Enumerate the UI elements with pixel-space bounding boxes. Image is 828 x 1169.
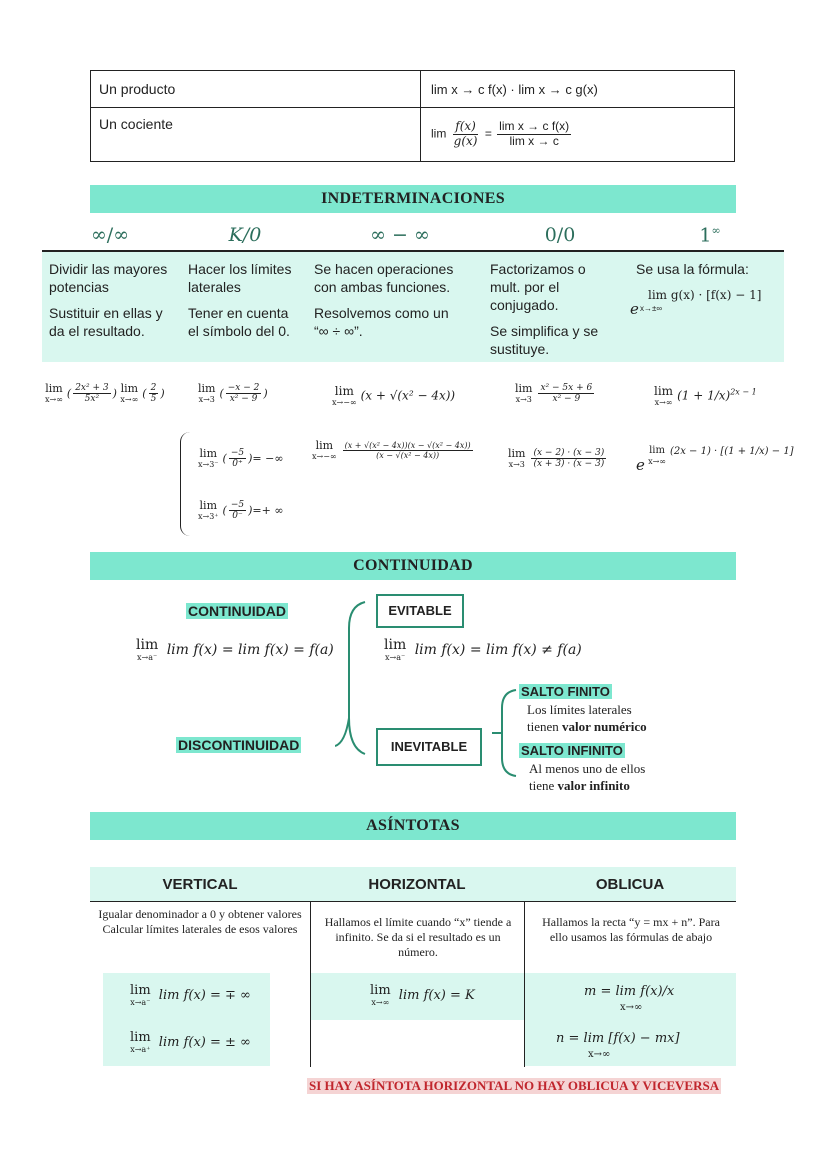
ex4-lim: lim bbox=[515, 382, 533, 396]
ex2a-den: 0⁺ bbox=[232, 459, 243, 470]
evitable-formula: lim x→a⁻ lim f(x) = lim f(x) ≠ f(a) bbox=[384, 637, 582, 662]
salto-finito-title: SALTO FINITO bbox=[521, 684, 610, 699]
sf-line1: Los límites laterales bbox=[527, 702, 632, 717]
sf-line2 bbox=[527, 718, 647, 735]
ex1b-lim: lim bbox=[120, 382, 139, 396]
ex5-exp: 2x − 1 bbox=[730, 387, 757, 397]
symbol-0-over-0: 0/0 bbox=[544, 224, 576, 246]
ex4-sub: x→3 bbox=[515, 395, 532, 405]
indet-col-1 bbox=[49, 260, 179, 340]
ex2b-den: 0⁻ bbox=[232, 511, 243, 522]
quotient-rhs bbox=[497, 120, 571, 149]
example-2a: lim x→3⁻ ( $\frac{-5}{0^+}$ )= −∞ bbox=[198, 447, 284, 470]
product-formula bbox=[421, 71, 735, 108]
evit-formula-text: lim f(x) = lim f(x) ≠ f(a) bbox=[414, 642, 582, 658]
e-exponent: lim g(x) · [f(x) − 1] bbox=[648, 288, 762, 302]
e-exponent-sub: x→±∞ bbox=[640, 304, 663, 313]
evit-sub-left: x→a⁻ bbox=[385, 653, 406, 662]
oblicua-m bbox=[584, 984, 674, 1014]
horizontal-formula: lim x→∞ lim f(x) = K bbox=[370, 983, 475, 1007]
example-5b bbox=[636, 444, 794, 474]
ex4-num: x² − 5x + 6 bbox=[540, 383, 593, 393]
symbol-inf-over-inf: ∞/∞ bbox=[90, 224, 130, 246]
indet-col-3-p2: Resolvemos como un “∞ ÷ ∞”. bbox=[314, 305, 449, 339]
quotient-lhs-den: g(x) bbox=[453, 134, 478, 148]
quotient-rhs-den: lim x → c bbox=[509, 134, 559, 148]
example-1: lim x→∞ ( $\frac{\text{2x² + 3}}{\text{5x²}}$ ) lim x→∞ ( $\frac{2}{5}$ ) bbox=[45, 382, 165, 405]
ex4b-sub: x→3 bbox=[508, 460, 525, 470]
ex1a-num: 2x² + 3 bbox=[75, 383, 109, 393]
indet-col-5-p1: Se usa la fórmula: bbox=[636, 261, 749, 277]
example-3: lim x→−∞ (x + √(x² − 4x)) bbox=[332, 384, 456, 407]
indet-col-3-p1: Se hacen operaciones con ambas funciones. bbox=[314, 261, 454, 295]
ex2b-sub: x→3⁺ bbox=[198, 512, 219, 522]
ex1b-sub: x→∞ bbox=[120, 395, 139, 405]
asintotas-header: ASÍNTOTAS bbox=[90, 812, 736, 840]
ex2a-sub: x→3⁻ bbox=[198, 460, 219, 470]
continuidad-header: CONTINUIDAD bbox=[90, 552, 736, 580]
ex3-body: x + √(x² − 4x) bbox=[365, 388, 451, 403]
vf2-text: lim f(x) = ± ∞ bbox=[158, 1035, 251, 1050]
ex2a-lim: lim bbox=[199, 447, 217, 461]
discontinuidad-label-text: DISCONTINUIDAD bbox=[178, 737, 300, 753]
product-label: Un producto bbox=[91, 71, 421, 108]
salto-infinito-title: SALTO INFINITO bbox=[521, 743, 623, 758]
indet-col-2-p2: Tener en cuenta el símbolo del 0. bbox=[188, 305, 290, 339]
ex3b-lim: lim bbox=[315, 439, 334, 452]
si-line2a: tiene bbox=[529, 778, 558, 793]
example-4 bbox=[515, 383, 596, 405]
ex2b-num: −5 bbox=[230, 500, 245, 510]
symbol-inf-minus-inf: ∞ − ∞ bbox=[370, 224, 430, 246]
vertical-header: VERTICAL bbox=[162, 876, 238, 893]
quotient-lhs bbox=[452, 120, 480, 149]
vertical-text: Igualar denominador a 0 y obtener valores Calcular límites laterales de esos valores bbox=[98, 907, 302, 936]
oblicua-text: Hallamos la recta “y = mx + n”. Para ello usamos las fórmulas de abajo bbox=[542, 915, 720, 944]
ex2-lim: lim bbox=[198, 382, 216, 396]
ex3-lim: lim bbox=[334, 384, 354, 398]
salto-finito-desc bbox=[527, 701, 647, 735]
oblicua-header: OBLICUA bbox=[595, 876, 665, 893]
quotient-formula: lim $\frac{f(x)}{g(x)}$ = $\frac{\text{lim x → c f(x)}}{\text{lim x → c}}$ bbox=[421, 108, 735, 162]
ex1a-den: 5x² bbox=[84, 394, 100, 405]
ex2b-lim: lim bbox=[199, 499, 217, 513]
ex3-sub: x→−∞ bbox=[332, 398, 357, 407]
asintotas-footer: SI HAY ASÍNTOTA HORIZONTAL NO HAY OBLICUA Y VICEVERSA bbox=[309, 1078, 720, 1093]
om-sub: x→∞ bbox=[620, 1002, 643, 1013]
sf-line2a: tienen bbox=[527, 719, 563, 734]
cont-formula-text: lim f(x) = lim f(x) = f(a) bbox=[166, 642, 334, 658]
salto-infinito-desc bbox=[529, 760, 645, 794]
on-sub: x→∞ bbox=[588, 1049, 611, 1060]
ex2-sub: x→3 bbox=[198, 395, 215, 405]
ex1b-den: 5 bbox=[150, 394, 157, 405]
ex5-body: 1 + 1/x bbox=[681, 388, 726, 403]
ex2a-num: −5 bbox=[230, 448, 245, 458]
limits-properties-table bbox=[90, 70, 735, 162]
salto-brace bbox=[488, 688, 518, 778]
evitable-box: EVITABLE bbox=[376, 594, 464, 628]
hf-text: lim f(x) = K bbox=[398, 988, 475, 1003]
quotient-label: Un cociente bbox=[91, 108, 421, 162]
ex2-num: −x − 2 bbox=[227, 383, 260, 393]
cont-sub-left: x→a⁻ bbox=[137, 653, 158, 662]
ex2-den: x² − 9 bbox=[229, 394, 258, 405]
ex3b-sub: x→−∞ bbox=[312, 452, 337, 461]
vertical-formula-1: lim x→a⁻ lim f(x) = ∓ ∞ bbox=[130, 983, 251, 1007]
hf-sub: x→∞ bbox=[371, 998, 390, 1007]
ex3b-num: (x + √(x² − 4x))(x − √(x² − 4x)) bbox=[344, 440, 471, 450]
ex1a-sub: x→∞ bbox=[45, 395, 63, 405]
ex4b-den: (x + 3) · (x − 3) bbox=[533, 459, 605, 470]
indet-col-2 bbox=[188, 260, 303, 340]
ex4b-num: (x − 2) · (x − 3) bbox=[533, 448, 605, 458]
si-line2b: valor infinito bbox=[557, 778, 630, 793]
indeterminaciones-header: INDETERMINACIONES bbox=[90, 185, 736, 213]
ex4b-lim: lim bbox=[508, 447, 526, 461]
ex5b-lim: lim bbox=[649, 444, 665, 456]
indet-col-5-formula bbox=[630, 278, 786, 318]
indet-col-2-p1: Hacer los límites laterales bbox=[188, 261, 292, 295]
indet-col-4-p1: Factorizamos o mult. por el conjugado. bbox=[490, 261, 586, 313]
ex5b-sub: x→∞ bbox=[648, 456, 666, 466]
indet-col-4 bbox=[490, 260, 610, 358]
indet-col-1-p1: Dividir las mayores potencias bbox=[49, 261, 168, 295]
symbol-1-base: 1 bbox=[699, 224, 712, 247]
ex4-den: x² − 9 bbox=[552, 394, 581, 405]
example-5: lim x→∞ $(1 + 1/x)^{2x - 1}$ bbox=[654, 384, 757, 407]
ex5-sub: x→∞ bbox=[654, 398, 673, 407]
si-line2 bbox=[529, 777, 645, 794]
discontinuidad-label bbox=[176, 737, 301, 753]
quotient-lhs-num: f(x) bbox=[455, 119, 476, 134]
brace-left bbox=[180, 432, 191, 536]
continuidad-label-text: CONTINUIDAD bbox=[188, 603, 286, 619]
vf2-sub: x→a⁺ bbox=[130, 1045, 151, 1054]
ex3b-den: (x − √(x² − 4x)) bbox=[376, 451, 440, 460]
indet-col-1-p2: Sustituir en ellas y da el resultado. bbox=[49, 305, 163, 339]
ex2a-res: = −∞ bbox=[252, 451, 284, 465]
ex5b-body: (2x − 1) · [(1 + 1/x) − 1] bbox=[669, 446, 794, 457]
ex1b-num: 2 bbox=[150, 383, 157, 393]
ex5-lim: lim bbox=[654, 384, 674, 398]
continuidad-brace bbox=[335, 598, 375, 758]
on-text: n = lim [f(x) − mx] bbox=[556, 1031, 680, 1046]
quotient-rhs-num: lim x → c f(x) bbox=[499, 119, 570, 134]
vf1-text: lim f(x) = ∓ ∞ bbox=[158, 988, 251, 1003]
sf-line2b: valor numérico bbox=[562, 719, 647, 734]
product-formula-text: lim x → c f(x) · lim x → c g(x) bbox=[431, 82, 598, 97]
symbol-1-pow-inf bbox=[680, 224, 740, 246]
continuidad-label bbox=[186, 603, 288, 619]
example-4b bbox=[508, 448, 608, 470]
symbol-1-exp: ∞ bbox=[711, 224, 721, 237]
quotient-lim: lim bbox=[431, 126, 447, 141]
vf1-sub: x→a⁻ bbox=[130, 998, 151, 1007]
horizontal-header: HORIZONTAL bbox=[368, 876, 466, 893]
inevitable-box: INEVITABLE bbox=[376, 728, 482, 766]
indet-col-3 bbox=[314, 260, 464, 340]
horizontal-text: Hallamos el límite cuando “x” tiende a infinito. Se da si el resultado es un número. bbox=[324, 915, 512, 959]
example-3b bbox=[312, 440, 475, 461]
continuidad-formula: lim x→a⁻ lim f(x) = lim f(x) = f(a) bbox=[136, 637, 334, 662]
si-line1: Al menos uno de ellos bbox=[529, 761, 646, 776]
ex1a-lim: lim bbox=[45, 382, 63, 396]
e-base: e bbox=[630, 300, 639, 318]
example-2: lim x→3 ( $\frac{-x - 2}{\text{x² − 9}}$ ) bbox=[198, 382, 268, 405]
vertical-formula-2: lim x→a⁺ lim f(x) = ± ∞ bbox=[130, 1030, 251, 1054]
example-2b: lim x→3⁺ ( $\frac{-5}{0^-}$ )=+ ∞ bbox=[198, 499, 284, 522]
oblicua-n bbox=[556, 1031, 680, 1061]
indet-col-4-p2: Se simplifica y se sustituye. bbox=[490, 323, 599, 357]
ex5b-base: e bbox=[636, 456, 645, 474]
ex2b-res: =+ ∞ bbox=[252, 503, 284, 517]
indet-col-5 bbox=[630, 260, 786, 318]
om-text: m = lim f(x)/x bbox=[584, 984, 675, 999]
symbol-k-over-0: K/0 bbox=[228, 224, 262, 246]
